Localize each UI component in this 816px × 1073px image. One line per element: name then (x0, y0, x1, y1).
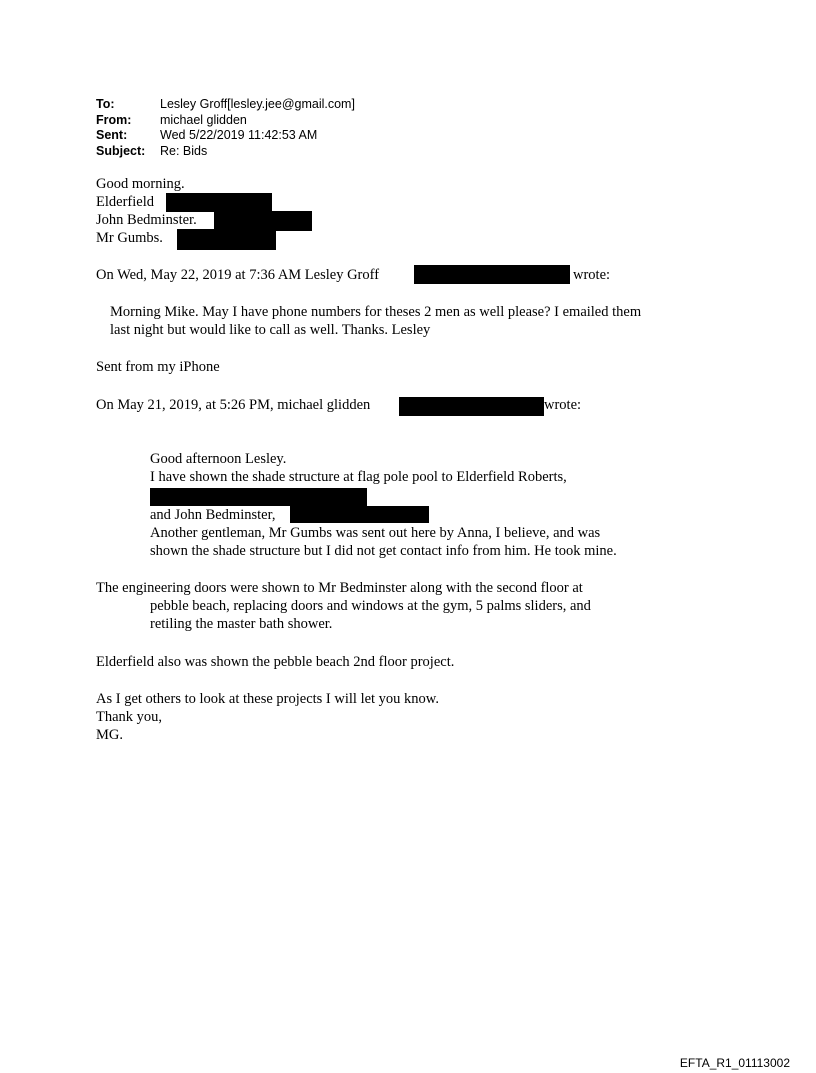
to-label: To: (96, 97, 115, 111)
quote1-attribution-pre: On Wed, May 22, 2019 at 7:36 AM Lesley Groff (96, 267, 380, 283)
subject-label: Subject: (96, 143, 146, 158)
reply-greeting: Good morning. (96, 176, 185, 192)
from-row (96, 113, 355, 129)
subject-value: Re: Bids (160, 143, 208, 158)
closing-line1: As I get others to look at these projects I will let you know. (96, 691, 439, 707)
quote1-line2: last night but would like to call as well. Thanks. Lesley (110, 322, 431, 338)
closing-line2: Thank you, (96, 709, 163, 725)
quote2-para2-line2: pebble beach, replacing doors and windows at the gym, 5 palms sliders, and (150, 598, 591, 614)
subject-row (96, 144, 355, 160)
redaction-bar (166, 193, 272, 212)
quote1-attribution-post: wrote: (573, 267, 611, 283)
to-row (96, 97, 355, 113)
quote2-line4: Another gentleman, Mr Gumbs was sent out here by Anna, I believe, and was (150, 525, 601, 541)
from-value: michael glidden (160, 112, 247, 127)
redaction-bar (214, 211, 312, 231)
closing-signoff: MG. (96, 727, 123, 743)
quote1-line1: Morning Mike. May I have phone numbers for theses 2 men as well please? I emailed them (110, 304, 642, 320)
redaction-bar (399, 397, 544, 416)
quote2-line5: shown the shade structure but I did not get contact info from him. He took mine. (150, 543, 617, 559)
quote2-line1: Good afternoon Lesley. (150, 451, 287, 467)
email-header (96, 97, 355, 159)
reply-line-elderfield-text: Elderfield (96, 194, 154, 210)
redaction-bar (177, 229, 276, 250)
reply-line-elderfield (96, 193, 154, 211)
redaction-bar (414, 265, 570, 284)
sent-label: Sent: (96, 128, 128, 142)
reply-line-gumbs: Mr Gumbs. (96, 230, 163, 246)
document-id: EFTA_R1_01113002 (679, 1056, 790, 1070)
redaction-bar (150, 488, 367, 506)
to-value: Lesley Groff[lesley.jee@gmail.com] (160, 97, 355, 111)
sent-row (96, 128, 355, 144)
quote2-para2-line1: The engineering doors were shown to Mr Bedminster along with the second floor at (96, 580, 583, 596)
quote2-line3: and John Bedminster, (150, 507, 276, 523)
quote2-attribution-pre: On May 21, 2019, at 5:26 PM, michael glidden (96, 397, 371, 413)
quote2-para3: Elderfield also was shown the pebble beach 2nd floor project. (96, 654, 455, 670)
sent-from-iphone: Sent from my iPhone (96, 359, 220, 375)
quote2-para2-line3: retiling the master bath shower. (150, 616, 333, 632)
from-label: From: (96, 112, 132, 127)
reply-line-bedminster: John Bedminster. (96, 212, 197, 228)
quote2-attribution-post: wrote: (544, 397, 582, 413)
quote2-line2: I have shown the shade structure at flag pole pool to Elderfield Roberts, (150, 469, 567, 485)
sent-value: Wed 5/22/2019 11:42:53 AM (160, 128, 318, 142)
redaction-bar (290, 506, 429, 523)
